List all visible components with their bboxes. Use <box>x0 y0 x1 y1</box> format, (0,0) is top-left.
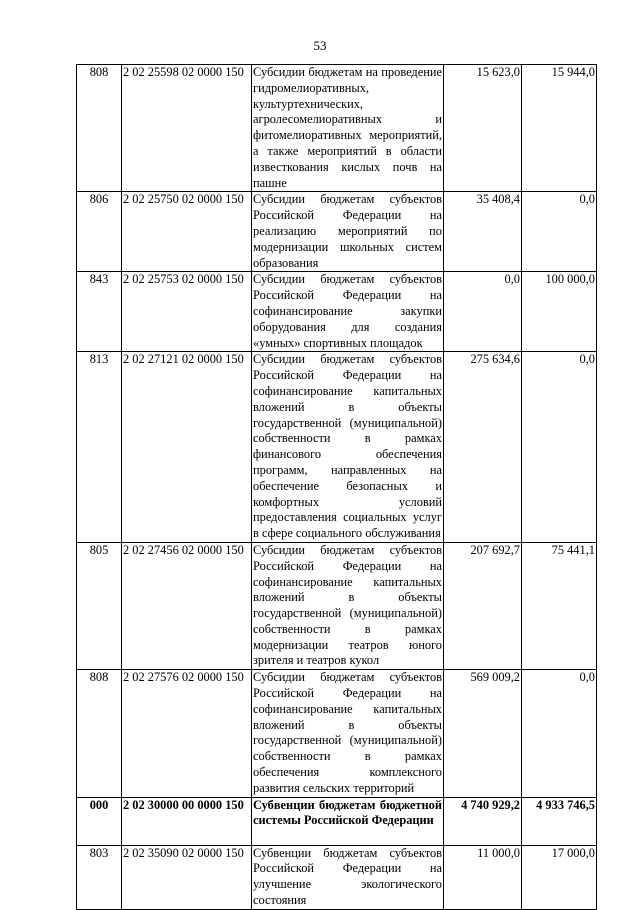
budget-classification-code-cell: 2 02 27121 02 0000 150 <box>122 352 252 543</box>
admin-code-cell: 803 <box>77 845 122 909</box>
revenue-name-cell: Субсидии бюджетам на проведение гидромелиоративных, культуртехнических, агролесомелиоративных и фитомелиоративных мероприятий, а также мероприятий в области известкования кислых почв на пашне <box>252 65 444 192</box>
admin-code-cell: 808 <box>77 65 122 192</box>
table-row-section-total <box>77 797 597 845</box>
revenue-name-cell: Субсидии бюджетам субъектов Российской Федерации на софинансирование капитальных вложений в объекты государственной (муниципальной) собственности в рамках обеспечения комплексного развития сельских территорий <box>252 670 444 797</box>
revenue-name-cell: Субсидии бюджетам субъектов Российской Федерации на софинансирование закупки оборудования для создания «умных» спортивных площадок <box>252 272 444 352</box>
amount-year1-cell: 207 692,7 <box>444 542 522 669</box>
amount-year1-cell: 0,0 <box>444 272 522 352</box>
amount-year2-cell: 0,0 <box>522 670 597 797</box>
admin-code-cell: 000 <box>77 797 122 845</box>
budget-revenue-table <box>76 64 597 910</box>
revenue-name-cell: Субвенции бюджетам бюджетной системы Российской Федерации <box>252 797 444 845</box>
budget-classification-code-cell: 2 02 35090 02 0000 150 <box>122 845 252 909</box>
amount-year1-cell: 35 408,4 <box>444 192 522 272</box>
revenue-name-cell: Субсидии бюджетам субъектов Российской Федерации на софинансирование капитальных вложений в объекты государственной (муниципальной) собственности в рамках модернизации театров юного зрителя и театров кукол <box>252 542 444 669</box>
budget-classification-code-cell: 2 02 27576 02 0000 150 <box>122 670 252 797</box>
revenue-name-cell: Субсидии бюджетам субъектов Российской Федерации на реализацию мероприятий по модернизации школьных систем образования <box>252 192 444 272</box>
amount-year2-cell: 0,0 <box>522 352 597 543</box>
admin-code-cell: 808 <box>77 670 122 797</box>
amount-year2-cell: 17 000,0 <box>522 845 597 909</box>
amount-year2-cell: 0,0 <box>522 192 597 272</box>
admin-code-cell: 813 <box>77 352 122 543</box>
amount-year2-cell: 75 441,1 <box>522 542 597 669</box>
admin-code-cell: 806 <box>77 192 122 272</box>
table-row <box>77 65 597 192</box>
table-row <box>77 352 597 543</box>
budget-classification-code-cell: 2 02 30000 00 0000 150 <box>122 797 252 845</box>
table-row <box>77 542 597 669</box>
table-row <box>77 845 597 909</box>
budget-classification-code-cell: 2 02 27456 02 0000 150 <box>122 542 252 669</box>
admin-code-cell: 805 <box>77 542 122 669</box>
budget-classification-code-cell: 2 02 25753 02 0000 150 <box>122 272 252 352</box>
amount-year1-cell: 11 000,0 <box>444 845 522 909</box>
table-row <box>77 192 597 272</box>
budget-classification-code-cell: 2 02 25750 02 0000 150 <box>122 192 252 272</box>
amount-year1-cell: 4 740 929,2 <box>444 797 522 845</box>
table-row <box>77 272 597 352</box>
admin-code-cell: 843 <box>77 272 122 352</box>
amount-year1-cell: 569 009,2 <box>444 670 522 797</box>
amount-year2-cell: 100 000,0 <box>522 272 597 352</box>
budget-classification-code-cell: 2 02 25598 02 0000 150 <box>122 65 252 192</box>
revenue-name-cell: Субвенции бюджетам субъектов Российской Федерации на улучшение экологического состояния <box>252 845 444 909</box>
table-row <box>77 670 597 797</box>
amount-year2-cell: 15 944,0 <box>522 65 597 192</box>
page-number: 53 <box>313 38 327 53</box>
amount-year1-cell: 275 634,6 <box>444 352 522 543</box>
amount-year2-cell: 4 933 746,5 <box>522 797 597 845</box>
revenue-name-cell: Субсидии бюджетам субъектов Российской Федерации на софинансирование капитальных вложений в объекты государственной (муниципальной) собственности в рамках финансового обеспечения программ, направленных на обеспечение безопасных и комфортных условий предоставления социальных услуг в сфере социального обслуживания <box>252 352 444 543</box>
amount-year1-cell: 15 623,0 <box>444 65 522 192</box>
